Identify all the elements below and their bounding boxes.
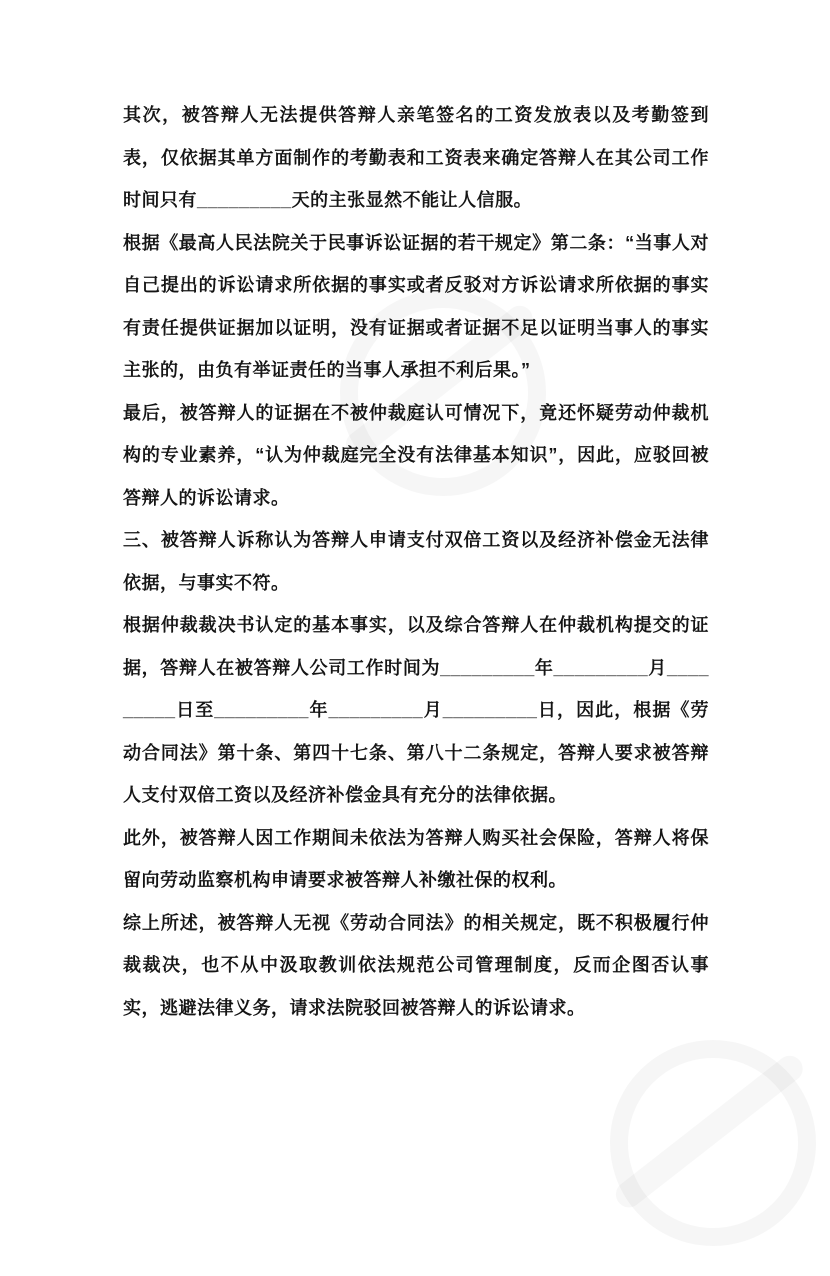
document-body <box>123 94 709 1029</box>
watermark-logo <box>610 1040 816 1246</box>
watermark-ring-icon <box>583 1013 830 1273</box>
paragraph-conclusion: 综上所述，被答辩人无视《劳动合同法》的相关规定，既不积极履行仲裁裁决，也不从中汲取教训依法规范公司管理制度，反而企图否认事实，逃避法律义务，请求法院驳回被答辩人的诉讼请求。 <box>123 912 709 1018</box>
paragraph-arbitration-doubt: 最后，被答辩人的证据在不被仲裁庭认可情况下，竟还怀疑劳动仲裁机构的专业素养，“认为仲裁庭完全没有法律基本知识”，因此，应驳回被答辩人的诉讼请求。 <box>123 402 709 508</box>
paragraph-worktime-claim: 其次，被答辩人无法提供答辩人亲笔签名的工资发放表以及考勤签到表，仅依据其单方面制作的考勤表和工资表来确定答辩人在其公司工作时间只有_________天的主张显然不能让人信服。 <box>123 105 709 210</box>
paragraph-double-wage-basis: 根据仲裁裁决书认定的基本事实，以及综合答辩人在仲裁机构提交的证据，答辩人在被答辩人公司工作时间为_________年_________月_________日至_________年_________月_________日，因此，根据《劳动合同法》第十条、第四十七条、第八十二条规定，答辩人要求被答辩人支付双倍工资以及经济补偿金具有充分的法律依据。 <box>123 615 709 805</box>
paragraph-section-three-heading: 三、被答辩人诉称认为答辩人申请支付双倍工资以及经济补偿金无法律依据，与事实不符。 <box>123 530 709 593</box>
paragraph-evidence-rule-quote: 根据《最高人民法院关于民事诉讼证据的若干规定》第二条：“当事人对自己提出的诉讼请求所依据的事实或者反驳对方诉讼请求所依据的事实有责任提供证据加以证明，没有证据或者证据不足以证明当事人的事实主张的，由负有举证责任的当事人承担不利后果。” <box>123 232 709 380</box>
paragraph-social-insurance: 此外，被答辩人因工作期间未依法为答辩人购买社会保险，答辩人将保留向劳动监察机构申请要求被答辩人补缴社保的权利。 <box>123 827 709 890</box>
